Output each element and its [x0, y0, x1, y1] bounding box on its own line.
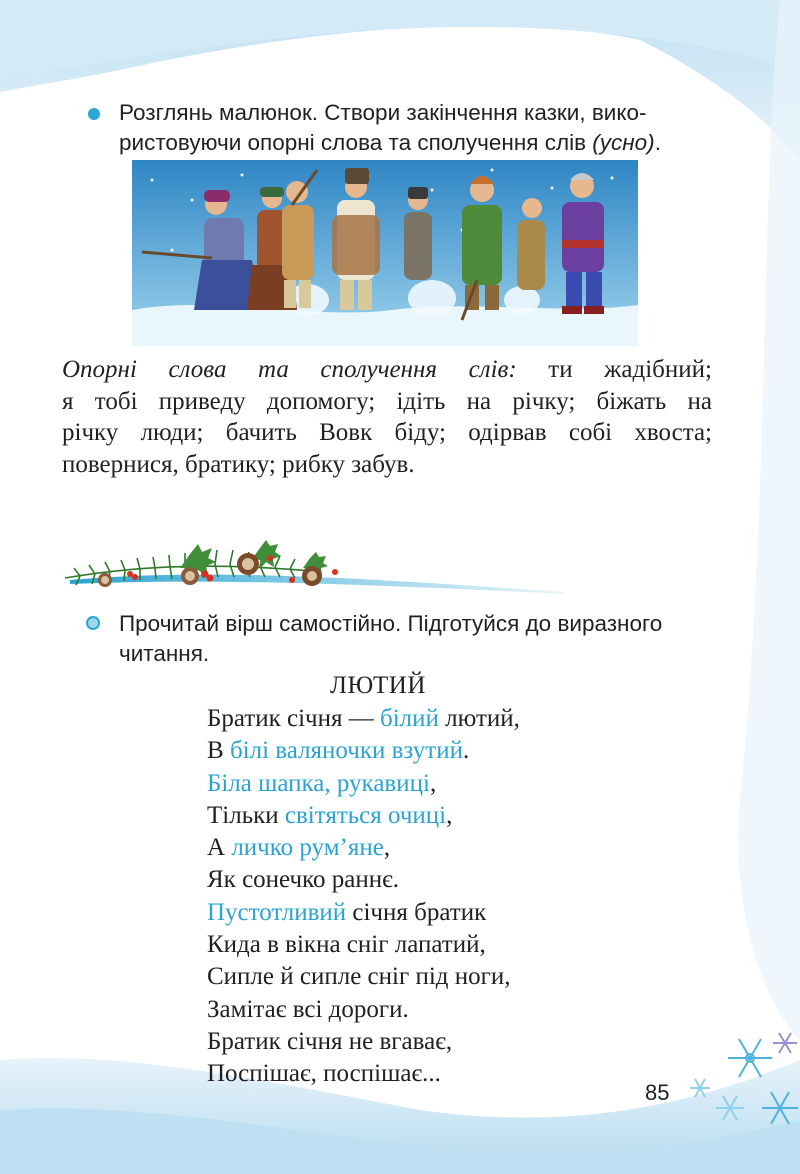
- bullet-dot-icon: [88, 108, 100, 120]
- key-words-paragraph: [62, 354, 712, 480]
- poem-line-7: Пустотливий січня братик: [207, 898, 487, 926]
- key-words-line-3: річку люди; бачить Вовк біду; одірвав собі хвоста;: [62, 419, 712, 446]
- task-instruction-2: [119, 609, 662, 669]
- poem-line-9: Сипле й сипле сніг під ноги,: [207, 963, 511, 991]
- task1-oral-note: (усно): [592, 130, 655, 155]
- poem-line-11: Братик січня не вгаває,: [207, 1027, 453, 1055]
- key-words-line-2: я тобі приведу допомогу; ідіть на річку; біжать на: [62, 387, 712, 415]
- poem-body: [207, 703, 520, 1091]
- task1-line-2: ристовуючи опорні слова та сполучення слів (усно).: [119, 130, 661, 155]
- task2-line-1: Прочитай вірш самостійно. Підготуйся до виразного: [119, 611, 663, 636]
- poem-line-3: Біла шапка, рукавиці,: [207, 769, 437, 797]
- snowflake-icon: [680, 1018, 800, 1138]
- poem-line-5: А личко рум’яне,: [207, 834, 391, 862]
- task2-line-2: читання.: [119, 641, 210, 666]
- task1-line-1: Розглянь малюнок. Створи закінчення казки, вико-: [119, 100, 647, 125]
- poem-line-4: Тільки світяться очиці,: [207, 801, 453, 829]
- bullet-ring-icon: [86, 616, 100, 630]
- pine-garland-decoration: [60, 528, 570, 610]
- poem-line-6: Як сонечко раннє.: [207, 866, 400, 894]
- poem-line-8: Кида в вікна сніг лапатий,: [207, 931, 486, 959]
- poem-line-2: В білі валяночки взутий.: [207, 737, 470, 765]
- key-words-line-4: повернися, братику; рибку забув.: [62, 450, 415, 478]
- key-words-line-1: Опорні слова та сполучення слів: ти жадібний;: [62, 356, 712, 383]
- key-words-label: Опорні слова та сполучення слів:: [62, 356, 517, 383]
- poem-line-12: Поспішає, поспішає...: [207, 1060, 441, 1088]
- task-instruction-1: [119, 98, 661, 158]
- poem-line-10: Замітає всі дороги.: [207, 995, 409, 1023]
- fairy-tale-illustration: [132, 160, 638, 346]
- poem-line-1: Братик січня — білий лютий,: [207, 705, 520, 732]
- poem-title: ЛЮТИЙ: [330, 672, 426, 699]
- page-number: 85: [645, 1080, 670, 1105]
